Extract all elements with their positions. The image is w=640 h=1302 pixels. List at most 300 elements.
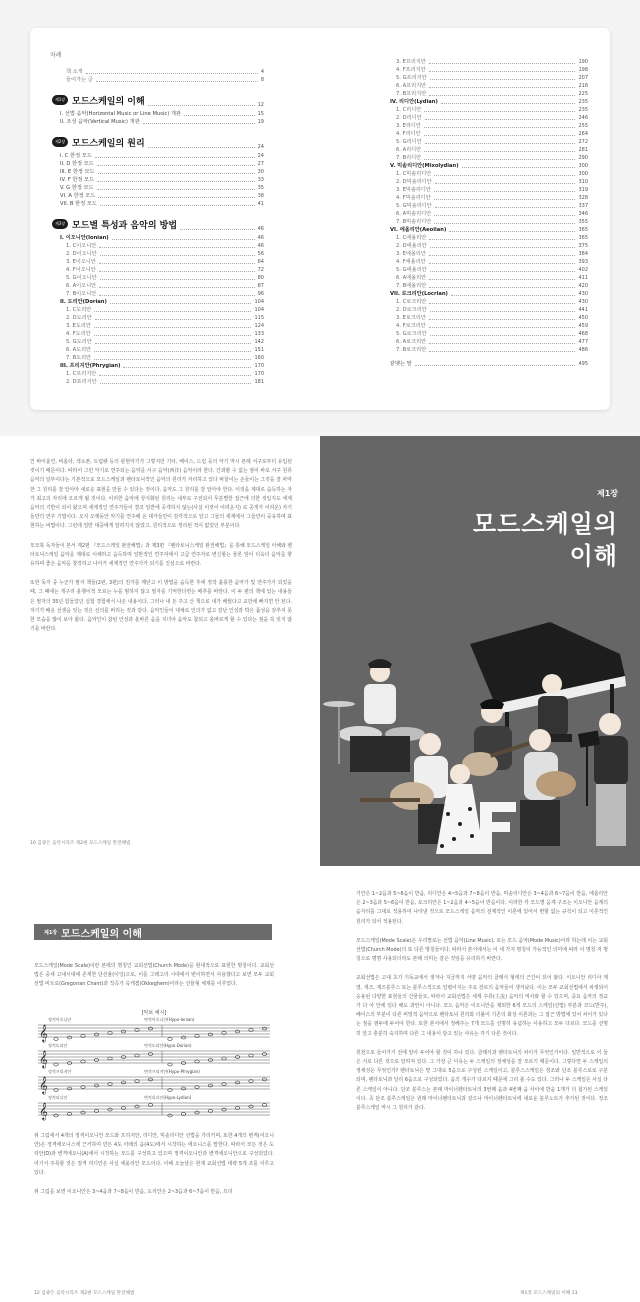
toc-page — [30, 28, 610, 410]
toc-entry — [382, 298, 588, 306]
toc-entry — [52, 330, 264, 338]
toc-leader-dots — [94, 335, 252, 336]
toc-entry — [382, 210, 588, 218]
toc-page-number: 72 — [257, 267, 264, 273]
toc-entry — [382, 346, 588, 354]
toc-entry-title: 7. B리디안 — [396, 155, 422, 161]
toc-entry-title: 6. A리디안 — [396, 147, 422, 153]
toc-entry-title: 6. A로크리안 — [396, 339, 427, 345]
toc-entry — [52, 242, 264, 250]
page-folio-left: 12 김광은 음악시리즈 제2편 모드스케일 완전해법 — [34, 1291, 135, 1296]
toc-page-number: 355 — [578, 219, 588, 225]
toc-entry — [52, 168, 264, 176]
toc-leader-dots — [99, 295, 254, 296]
toc-leader-dots — [430, 311, 576, 312]
toc-entry — [382, 122, 588, 130]
toc-page-number: 170 — [254, 363, 264, 369]
toc-leader-dots — [429, 95, 575, 96]
toc-leader-dots — [429, 63, 576, 64]
toc-entry — [382, 98, 588, 106]
toc-page-number: 235 — [578, 99, 588, 105]
toc-entry — [382, 330, 588, 338]
toc-leader-dots — [429, 87, 575, 88]
toc-leader-dots — [429, 279, 575, 280]
toc-entry — [382, 242, 588, 250]
note-head — [67, 1087, 71, 1090]
staff-label: 정격도리안 — [48, 1043, 68, 1048]
toc-entry-title: I. 이오니안(Ionian) — [60, 235, 109, 241]
toc-entry — [52, 322, 264, 330]
chapter-badge: 제2장 — [52, 137, 68, 147]
chapter-opener-spread — [0, 436, 640, 866]
toc-page-number: 441 — [578, 307, 588, 313]
note-head — [94, 1084, 98, 1087]
opener-paragraph: 모모북 독자들이 본서 제2편 『모드스케일 완전해법』과 제3편 『펜타토닉스케일 완전해법』을 통해 모드스케일 이해와 펜타토닉스케일 음악을 제대로 이해하고 습득하며 일반적인 연주자에서 고급 연주자로 변신할는 물론 앞이 더욱더 음악을 향유하며 좋은 음악을 창작하고 나아가 세계적인 연주가가 되기를 진심으로 바란다. — [30, 542, 292, 568]
body-left-intro — [34, 962, 274, 1000]
toc-entry-title: III. 프리지안(Phrygian) — [60, 363, 121, 369]
body-left-continued — [34, 1132, 274, 1207]
toc-entry-title: IV. 리디안(Lydian) — [390, 99, 438, 105]
toc-page-number: 104 — [254, 299, 264, 305]
toc-leader-dots — [441, 103, 576, 104]
toc-entry — [382, 154, 588, 162]
note-head — [208, 1033, 212, 1036]
toc-leader-dots — [94, 311, 251, 312]
toc-leader-dots — [429, 71, 576, 72]
toc-entry-title: 1. C이오니안 — [66, 243, 97, 249]
toc-chapter-title: 모드별 특성과 음악의 방법 — [72, 220, 178, 231]
note-head — [108, 1108, 112, 1111]
toc-entry-title: 1. C믹솔리디안 — [396, 171, 432, 177]
toc-entry — [382, 138, 588, 146]
note-head — [181, 1036, 185, 1039]
mode-scale-score — [34, 1006, 274, 1124]
toc-entry — [382, 226, 588, 234]
toc-entry-title: 6. A도리안 — [66, 347, 92, 353]
toc-page-number: 402 — [578, 267, 588, 273]
toc-entry — [382, 306, 588, 314]
toc-chapter-title: 모드스케일의 이해 — [72, 96, 145, 107]
toc-entry-title: VII. B 한정 모드 — [60, 201, 97, 207]
note-head — [121, 1081, 125, 1084]
toc-leader-dots — [429, 287, 575, 288]
toc-entry — [52, 346, 264, 354]
toc-entry-title: 3. E리디안 — [396, 123, 421, 129]
toc-entry — [52, 110, 264, 118]
toc-entry-title: 3. E이오니안 — [66, 259, 96, 265]
toc-entry — [382, 314, 588, 322]
body-paragraph: 위 그림을 보면 이오니안은 3~4음과 7~8음이 반음, 도리안은 2~3음과 6~7음이 반음, 프리 — [34, 1189, 233, 1196]
toc-entry — [382, 202, 588, 210]
toc-leader-dots — [96, 81, 258, 82]
toc-leader-dots — [434, 199, 576, 200]
toc-leader-dots — [97, 181, 255, 182]
toc-entry — [382, 82, 588, 90]
toc-page-number: 300 — [578, 171, 588, 177]
toc-entry-title: 7. B믹솔리디안 — [396, 219, 432, 225]
toc-entry — [52, 306, 264, 314]
section-banner — [34, 924, 272, 940]
staff — [38, 1094, 270, 1120]
opener-text-column — [30, 458, 292, 644]
toc-page-number: 15 — [257, 111, 264, 117]
toc-page-number: 87 — [257, 283, 264, 289]
toc-entry-title: 1. C프리지안 — [66, 371, 97, 377]
toc-entry-title: V. G 한정 모드 — [60, 185, 94, 191]
toc-entry-title: I. C 한정 모드 — [60, 153, 92, 159]
toc-entry-title: 4. F리디안 — [396, 131, 421, 137]
chapter-title-panel — [320, 436, 640, 866]
toc-page-number: 246 — [578, 115, 588, 121]
toc-entry-title: 6. A에올리안 — [396, 275, 427, 281]
toc-entry-title: 7. B도리안 — [66, 355, 92, 361]
toc-page-number: 477 — [578, 339, 588, 345]
staff-label-right: 변격도리안(Hypo-Dorian) — [144, 1043, 192, 1048]
toc-leader-dots — [430, 247, 576, 248]
toc-entry — [52, 362, 264, 370]
toc-leader-dots — [100, 255, 255, 256]
toc-leader-dots — [429, 351, 575, 352]
toc-entry-title: 끝맺는 말 — [390, 361, 412, 367]
toc-page-number: 310 — [578, 179, 588, 185]
toc-entry — [382, 322, 588, 330]
note-head — [222, 1057, 226, 1060]
toc-page-number: 170 — [254, 371, 264, 377]
toc-page-number: 255 — [578, 123, 588, 129]
toc-leader-dots — [434, 191, 576, 192]
toc-entry-title: 5. G이오니안 — [66, 275, 97, 281]
toc-entry — [52, 250, 264, 258]
toc-page-number: 300 — [578, 163, 588, 169]
toc-entry-title: VII. 로크리안(Locrian) — [390, 291, 448, 297]
toc-entry — [52, 378, 264, 386]
toc-leader-dots — [110, 303, 252, 304]
toc-entry — [382, 162, 588, 170]
toc-leader-dots — [99, 271, 255, 272]
toc-entry — [382, 90, 588, 98]
letter-f-decoration-icon — [480, 802, 516, 854]
note-head — [135, 1105, 139, 1108]
toc-entry-title: 책 소개 — [66, 69, 83, 75]
toc-entry-title: II. D 한정 모드 — [60, 161, 94, 167]
toc-entry-title: 1. C에올리안 — [396, 235, 427, 241]
note-head — [235, 1030, 239, 1033]
toc-leader-dots — [434, 223, 575, 224]
note-head — [54, 1038, 58, 1041]
staff — [38, 1016, 270, 1042]
toc-page-number: 281 — [578, 147, 588, 153]
toc-entry-title: 6. A이오니안 — [66, 283, 97, 289]
toc-page-number: 411 — [578, 275, 588, 281]
toc-leader-dots — [184, 115, 255, 116]
toc-entry-title: II. 도리안(Dorian) — [60, 299, 107, 305]
toc-entry-title: 6. A믹솔리디안 — [396, 211, 432, 217]
toc-chapter-heading — [52, 92, 264, 108]
toc-page-number: 450 — [578, 315, 588, 321]
toc-leader-dots — [180, 229, 255, 230]
toc-entry-title: 4. F로크리안 — [396, 323, 426, 329]
toc-page-number: 19 — [257, 119, 264, 125]
toc-entry — [52, 160, 264, 168]
toc-entry-title: 4. F이오니안 — [66, 267, 96, 273]
note-head — [54, 1063, 58, 1066]
toc-entry-title: 5. G믹솔리디안 — [396, 203, 432, 209]
toc-entry — [382, 66, 588, 74]
toc-leader-dots — [95, 319, 252, 320]
body-paragraph: 위 그림에서 4개의 정격이오니안 모드와 프리지안, 리디안, 믹솔리디안 선법을 가리키며, 또한 4개의 변격(어오니안)은 정격에오니스에 근거하여 만든 4도 아래의 음(4도)에서 시작하는 에오니스를 말한다. 따라서 모든 것은 도리안(D)과 변격에오니(A)에서 시작하는 모드를 구성하고 있으며 정격이오니안과 변격에오니안으로 구성되었다. 여기서 주목할 것은 정격 리디안은 사실 에올리안 모드이다. 이해 오늘날은 현재 교회선법 대략 5개 조를 이루고 있다. — [34, 1133, 274, 1176]
toc-entry-title: 2. D로크리안 — [396, 307, 427, 313]
toc-leader-dots — [97, 189, 255, 190]
note-head — [148, 1027, 152, 1030]
toc-entry — [52, 338, 264, 346]
toc-entry-title: 7. B로크리안 — [396, 347, 427, 353]
toc-entry — [382, 106, 588, 114]
toc-page-number: 8 — [260, 77, 264, 83]
toc-entry — [382, 186, 588, 194]
toc-page-number: 46 — [257, 235, 264, 241]
toc-entry — [52, 298, 264, 306]
toc-page-number: 142 — [254, 339, 264, 345]
note-head — [262, 1027, 266, 1030]
toc-leader-dots — [98, 197, 254, 198]
toc-page-number: 27 — [257, 161, 264, 167]
treble-clef-icon: 𝄞 — [39, 1024, 48, 1042]
toc-leader-dots — [429, 255, 576, 256]
toc-entry-title: 6. A프리지안 — [396, 83, 427, 89]
toc-page-number: 486 — [578, 347, 588, 353]
toc-entry-title: 4. F에올리안 — [396, 259, 426, 265]
toc-spread — [0, 0, 640, 436]
toc-page-number: 346 — [578, 211, 588, 217]
toc-entry — [382, 146, 588, 154]
toc-chapter-heading — [52, 134, 264, 150]
toc-entry-title: 들어가는 글 — [66, 77, 93, 83]
chapter-label: 제1장 — [596, 489, 618, 498]
toc-page-number: 365 — [578, 235, 588, 241]
toc-page-number: 430 — [578, 291, 588, 297]
toc-entry-title: 4. F믹솔리디안 — [396, 195, 431, 201]
toc-page-number: 56 — [257, 251, 264, 257]
chapter-title: 이해 — [569, 542, 618, 570]
toc-page-number: 46 — [257, 243, 264, 249]
note-head — [148, 1078, 152, 1081]
toc-page-number: 124 — [254, 323, 264, 329]
intro-paragraph: 모드스케일(Mode Scale)이란 본래의 명칭인 교회선법(Church Mode)을 현대적으로 표현한 명칭이다. 교회선법은 중세 고대시대에 존재한 단선율(이잉)으로, 이를 그레고리 시대에서 번이하면서 사용했다고 보면 모두 교회선법 비트로(Gregorian Chant)과 작곡가 옥케겜(Okkeghem)이라는 선율형 체제를 이루었다. — [34, 963, 274, 988]
staff-label-right: 변격프리지안(Hypo-Phrygian) — [144, 1069, 200, 1074]
toc-leader-dots — [415, 365, 576, 366]
staff-label-right: 변격이오니안(Hypo-Ionian) — [144, 1017, 195, 1022]
note-head — [195, 1111, 199, 1114]
toc-entry — [382, 258, 588, 266]
note-head — [168, 1063, 172, 1066]
toc-entry — [52, 176, 264, 184]
toc-entry — [52, 184, 264, 192]
toc-leader-dots — [424, 111, 575, 112]
toc-page-number: 420 — [578, 283, 588, 289]
treble-clef-icon: 𝄞 — [39, 1102, 48, 1120]
toc-leader-dots — [99, 263, 255, 264]
toc-leader-dots — [429, 327, 576, 328]
toc-page-number: 30 — [257, 169, 264, 175]
toc-entry-title: 5. G도리안 — [66, 339, 92, 345]
toc-entry — [52, 76, 264, 84]
toc-page-number: 198 — [578, 67, 588, 73]
toc-entry — [52, 258, 264, 266]
toc-page-number: 80 — [257, 275, 264, 281]
toc-leader-dots — [429, 239, 575, 240]
toc-entry-title: VI. A 한정 모드 — [60, 193, 96, 199]
toc-page-number: 290 — [578, 155, 588, 161]
toc-page-number: 495 — [578, 361, 588, 367]
chapter-badge: 제1장 — [52, 95, 68, 105]
treble-clef-icon: 𝄞 — [39, 1050, 48, 1068]
note-head — [135, 1054, 139, 1057]
toc-entry-title: 2. D프리지안 — [66, 379, 97, 385]
toc-leader-dots — [429, 343, 575, 344]
note-head — [108, 1057, 112, 1060]
toc-leader-dots — [97, 165, 255, 166]
toc-heading: 차례 — [50, 52, 62, 59]
toc-page-number: 46 — [257, 226, 264, 232]
body-paragraph: 기안은 1~2음과 5~6음이 반음, 리디안은 4~5음과 7~8음이 반음, 믹솔리디안은 3~4음과 6~7음이 반음, 에올리안은 2~3음과 5~6음이 반음, 로크리안은 1~2음과 4~5음이 반음이다. 이러한 각 모드별 음계 구조는 이오니안 음계의 음자리를 그대로 적용하여 나타낸 것으로 모드스케일 음악의 전제적인 이론에 있어서 변할 없는 규칙이 되고 이론적인 원리가 되어 적용된다. — [356, 891, 608, 925]
toc-leader-dots — [148, 105, 255, 106]
body-paragraph: 모드스케일(Mode Scale)은 우리말로는 선법 음악(Line Music), 또는 모드 음악(Mode Music)이라 하는데 이는 교회선법(Church Mode)의 또 다른 명칭들이다. 따라서 본서에서는 이 네 가지 명칭이 가능적인 의미에 따라 이 명칭 저 명칭으로 명명 사용되더라도 본래 의미는 같은 것임을 유의하기 바란다. — [356, 937, 608, 963]
banner-chapter-label: 제1장 — [44, 929, 58, 936]
toc-leader-dots — [100, 383, 252, 384]
toc-entry-title: V. 믹솔리디안(Mixolydian) — [390, 163, 459, 169]
note-head — [262, 1078, 266, 1081]
toc-page-number: 24 — [257, 144, 264, 150]
toc-page-number: 190 — [578, 59, 588, 65]
toc-entry-title: 7. B이오니안 — [66, 291, 97, 297]
toc-page-number: 115 — [254, 315, 264, 321]
banner-title: 모드스케일의 이해 — [61, 928, 142, 940]
toc-leader-dots — [430, 271, 576, 272]
toc-entry-title: 7. B에올리안 — [396, 283, 427, 289]
opener-paragraph: 인 바이올린, 비올라, 색소폰, 트럼펫 등의 관현악기가 그렇지만 기타, 베이스, 드럼 등의 악기 역시 본래 서구로부터 유입된 것이기 때문이다. 따라서 그런 악기로 연주되는 음악을 서구 음악(西洋) 음악이라 한다. 간과할 수 없는 점이 바로 서구 원류 음악의 일부이다는 기본적으로 모드스케일과 펜타토닉적인 음악의 원리가 자리하고 있다 바꿀이는 손들이는 그것을 잘 파악한 그 원리를 잘 알아야 새로운 표현을 만들 수 있다는 것이다. 음악도 그 원리를 잘 알아야 한다. 이것을 제대로 습득하는 자가 최고의 자리에 오르게 될 것이다. 이러한 음악에 상식화된 원리는 내부로 구전되어 무분별한 접근에 의한 것일지도 세계 음악의 기반이 되어 왔으며 세계적인 연주가들이 결코 일반에 공개하지 않는(사실 이것이 어려운지) 로 공개가 어려운) 자기들만의 연주 기법이다. 오지 오랫동안 악기를 연주해 온 대가들만이 감각적으로 알고 그들의 세계에서 그들만이 공유하며 표현하는 비법이다. 그런데 일반 대중에게 알려지지 않았고, 원리적으로 정리된 적이 없었던 부분이다. — [30, 459, 292, 530]
toc-entry-title: 5. G에올리안 — [396, 267, 427, 273]
toc-entry — [52, 290, 264, 298]
note-head — [195, 1060, 199, 1063]
toc-leader-dots — [94, 327, 252, 328]
toc-page-number: 375 — [578, 243, 588, 249]
toc-page-number: 337 — [578, 203, 588, 209]
toc-leader-dots — [99, 247, 254, 248]
toc-page-number: 430 — [578, 299, 588, 305]
toc-page-number: 459 — [578, 323, 588, 329]
toc-leader-dots — [424, 151, 575, 152]
toc-page-number: 328 — [578, 195, 588, 201]
toc-entry — [52, 192, 264, 200]
toc-entry — [382, 58, 588, 66]
toc-entry — [382, 274, 588, 282]
opener-paragraph: 또한 독자 중 누군가 필자 책들(2편, 3편)의 친가를 깨닫고 이 방법을 습득한 후에 정작 훌륭한 음악가 및 연주가가 되었을 때, 그 때에는 개구리 올챙이적 모르는 누를 범하지 않고 필자를 기억한다면는 배추를 바란다. 이 두 편의 책에 있는 내용들은 필자의 35년 힘들었던 실험 경험에서 나온 내용이다. 그러나 내 돈 주고 산 책으로 내가 배웠다고 교만에 빠지면 안 된다. 자기가 배운 선생을 잊는 것은 선의를 버리는 것과 같다. 음악인들이 대체로 인의가 없고 잘난 인성과 박은 품성을 갖추지 못한 모습을 많이 보아 왔다. 음악인이 참된 인성과 올바른 음을 지녀야 음악도 참되고 올바르게 할 수 있다는 점을 꼭 잊지 않기를 바란다. — [30, 580, 292, 633]
toc-leader-dots — [429, 303, 575, 304]
toc-entry-title: 5. G리디안 — [396, 139, 422, 145]
toc-page-number: 393 — [578, 259, 588, 265]
toc-entry — [382, 360, 588, 368]
toc-page-number: 24 — [257, 153, 264, 159]
toc-entry — [382, 178, 588, 186]
toc-leader-dots — [123, 367, 251, 368]
toc-leader-dots — [462, 167, 576, 168]
toc-page-number: 272 — [578, 139, 588, 145]
toc-entry-title: I. 선법 음악(Horizontal Music or Line Music) 개관 — [60, 111, 181, 117]
body-paragraph: 교회선법은 고대 초기 기독교에서 생겨나 지금까지 서양 음악의 클래식 형태의 근간이 되어 왔다. 이오니안 리디아 계열, 재즈, 재즈블루스 또는 블루스적으로 일렬이지는 주요 장르의 음악들이 생겨났다. 이는 모두 교회선법에서 파생되어 응용된 다양한 표현들의 산물들로, 따라서 교회선법은 세계 주류(主流) 음악의 역사와 할 수 있으며, 중요 음악의 정교가 다 아 안에 있다 해도 과언이 아니다. 모드 음악은 이오니안을 제외한 6개 모드의 스케일(선법) 부분과 코드(반주), 베이스의 부분이 다른 비밀적 음악으로 펜타토닉 원리와 더불어 기존의 화성 이론과는 그 접근 방법에 있어 차이가 있다는 점을 염두에 두어야 한다. 또한 본서에서 정해주는 7개 모드를 선명히 유념하는 사용하고 모두 다르다. 모드를 선명히 알고 충분히 숙지하며 다른 그 내용이 담고 있는 사유는 각기 다른 것이다. — [356, 975, 608, 1037]
drummer-figure-icon — [323, 659, 425, 772]
page-folio-right: 제1장 모드스케일의 이해 13 — [520, 1291, 578, 1296]
toc-entry — [52, 200, 264, 208]
toc-entry — [52, 282, 264, 290]
toc-leader-dots — [148, 147, 255, 148]
toc-leader-dots — [430, 335, 576, 336]
toc-entry-title: 4. F프리지안 — [396, 67, 426, 73]
note-head — [168, 1038, 172, 1041]
body-spread — [0, 866, 640, 1302]
note-head — [94, 1033, 98, 1036]
toc-entry — [382, 338, 588, 346]
chapter-title: 모드스케일의 — [472, 510, 618, 538]
note-head — [235, 1081, 239, 1084]
toc-entry — [52, 234, 264, 242]
toc-leader-dots — [100, 205, 255, 206]
toc-leader-dots — [435, 207, 576, 208]
toc-leader-dots — [95, 343, 252, 344]
toc-entry — [382, 290, 588, 298]
toc-page-number: 216 — [578, 83, 588, 89]
staff — [38, 1068, 270, 1094]
toc-entry — [382, 266, 588, 274]
toc-page-number: 104 — [254, 307, 264, 313]
toc-entry-title: 3. E로크리안 — [396, 315, 426, 321]
bassist-figure-icon — [520, 729, 576, 846]
toc-leader-dots — [449, 231, 575, 232]
toc-entry-title: 2. D믹솔리디안 — [396, 179, 432, 185]
toc-entry-title: 3. E에올리안 — [396, 251, 426, 257]
toc-entry — [382, 130, 588, 138]
toc-entry-title: 1. C도리안 — [66, 307, 92, 313]
toc-entry-title: 7. B프리지안 — [396, 91, 427, 97]
score-caption: [악보 예시] — [141, 1010, 167, 1016]
toc-page-number: 64 — [257, 259, 264, 265]
toc-entry-title: 5. G로크리안 — [396, 331, 427, 337]
toc-entry — [382, 170, 588, 178]
toc-entry-title: 2. D이오니안 — [66, 251, 97, 257]
toc-entry-title: 3. E믹솔리디안 — [396, 187, 431, 193]
note-head — [222, 1108, 226, 1111]
toc-entry — [382, 194, 588, 202]
toc-leader-dots — [425, 143, 576, 144]
toc-entry-title: 1. C리디안 — [396, 107, 422, 113]
toc-leader-dots — [94, 359, 251, 360]
toc-leader-dots — [94, 351, 251, 352]
toc-leader-dots — [434, 215, 575, 216]
toc-chapter-heading — [52, 216, 264, 232]
toc-page-number: 4 — [260, 69, 264, 75]
toc-leader-dots — [112, 239, 255, 240]
toc-page-number: 38 — [257, 193, 264, 199]
body-right-column — [356, 890, 608, 1123]
toc-entry-title: II. 조성 음악(Vertical Music) 개관 — [60, 119, 140, 125]
toc-leader-dots — [430, 79, 576, 80]
toc-page-number: 319 — [578, 187, 588, 193]
band-illustration — [320, 584, 640, 866]
toc-entry — [52, 370, 264, 378]
toc-page-number: 41 — [257, 201, 264, 207]
toc-page-number: 35 — [257, 185, 264, 191]
staff-label: 정격이오니안 — [48, 1017, 72, 1022]
note-head — [121, 1030, 125, 1033]
